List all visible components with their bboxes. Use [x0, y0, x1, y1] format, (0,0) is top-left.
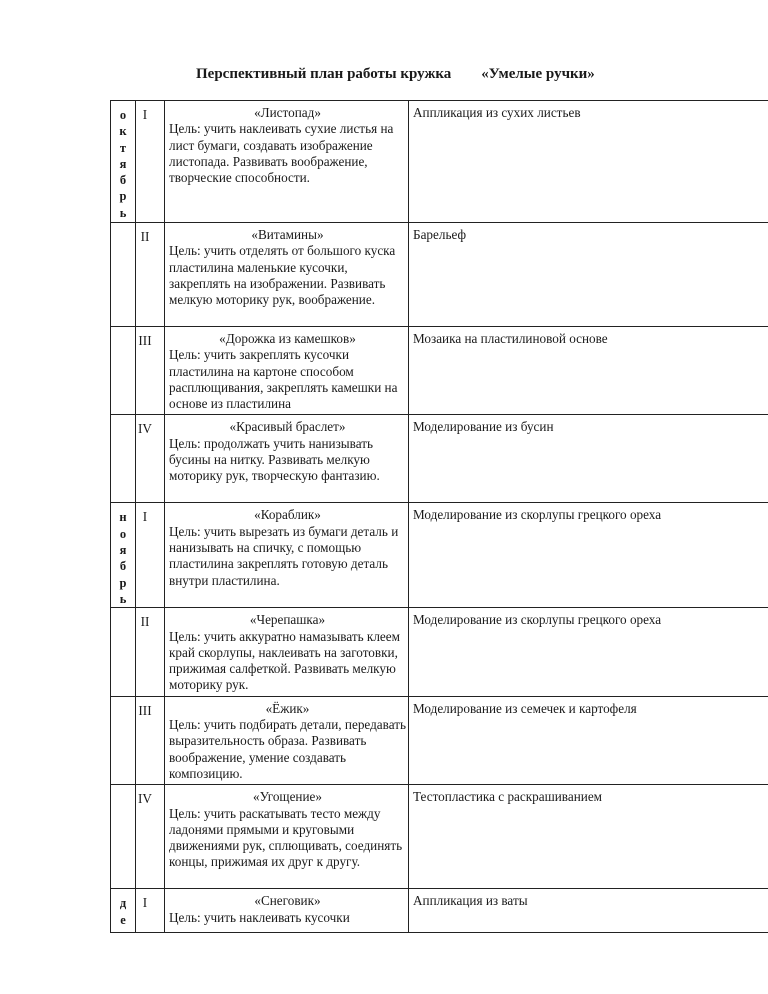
month-cell	[111, 415, 136, 503]
plan-table	[110, 100, 768, 933]
month-letter: к	[119, 124, 127, 139]
topic-title: «Снеговик»	[254, 893, 321, 909]
month-letter: ь	[119, 591, 127, 606]
activity-cell: Тестопластика с раскрашиванием	[409, 785, 768, 889]
table-row	[111, 503, 768, 608]
month-cell	[111, 327, 136, 415]
week-number: I	[136, 503, 165, 608]
topic-title: «Красивый браслет»	[229, 419, 346, 435]
week-number: IV	[136, 415, 165, 503]
month-letter: е	[120, 912, 126, 927]
topic-cell	[165, 327, 409, 415]
topic-cell	[165, 608, 409, 696]
month-letter: я	[119, 543, 127, 558]
topic-goal: Цель: учить раскатывать тесто между ладонями прямыми и круговыми движениями рук, сплющивать, соединять концы, прижимая их друг к другу.	[169, 805, 403, 870]
table-row	[111, 608, 768, 696]
topic-title: «Листопад»	[254, 105, 321, 120]
activity-cell: Аппликация из сухих листьев	[409, 101, 768, 223]
activity-cell: Моделирование из семечек и картофеля	[409, 696, 768, 784]
month-cell	[111, 608, 136, 696]
activity-cell: Моделирование из скорлупы грецкого ореха	[409, 608, 768, 696]
topic-title: «Ёжик»	[265, 700, 310, 716]
topic-goal: Цель: учить отделять от большого куска пластилина маленькие кусочки, закреплять на изображении. Развивать мелкую моторику рук, воображение.	[169, 243, 396, 308]
table-row	[111, 785, 768, 889]
topic-cell	[165, 889, 409, 933]
activity-cell: Моделирование из скорлупы грецкого ореха	[409, 503, 768, 608]
week-number: II	[136, 223, 165, 327]
topic-title: «Угощение»	[252, 789, 322, 805]
activity-cell: Моделирование из бусин	[409, 415, 768, 503]
month-letter: б	[119, 559, 127, 574]
week-number: I	[136, 889, 165, 933]
table-row	[111, 696, 768, 784]
month-letter: ь	[119, 205, 127, 220]
month-letter: н	[119, 510, 127, 525]
table-row	[111, 223, 768, 327]
week-number: III	[136, 327, 165, 415]
month-letter: д	[119, 896, 127, 911]
week-number: III	[136, 696, 165, 784]
week-number: I	[136, 101, 165, 223]
topic-title: «Витамины»	[251, 227, 324, 242]
page-title: Перспективный план работы кружка «Умелые ручки»	[196, 66, 595, 82]
month-cell	[111, 101, 136, 223]
topic-cell	[165, 101, 409, 223]
topic-cell	[165, 223, 409, 327]
month-letter: т	[119, 140, 127, 155]
activity-cell: Барельеф	[409, 223, 768, 327]
month-letter: р	[119, 575, 127, 590]
month-letter: о	[119, 108, 127, 122]
month-cell	[111, 696, 136, 784]
month-cell	[111, 785, 136, 889]
week-number: II	[136, 608, 165, 696]
activity-cell: Мозаика на пластилиновой основе	[409, 327, 768, 415]
topic-goal: Цель: учить подбирать детали, передавать выразительность образа. Развивать воображение, умение создавать композицию.	[169, 717, 406, 781]
table-row	[111, 327, 768, 415]
topic-cell	[165, 503, 409, 608]
month-letter: о	[119, 526, 127, 541]
week-number: IV	[136, 785, 165, 889]
topic-goal: Цель: учить закреплять кусочки пластилина на картоне способом расплющивания, закреплять камешки на основе из пластилина	[169, 347, 398, 412]
month-cell	[111, 503, 136, 608]
month-letter: б	[119, 173, 127, 188]
month-cell	[111, 223, 136, 327]
table-row	[111, 415, 768, 503]
topic-title: «Дорожка из камешков»	[219, 331, 356, 346]
topic-goal: Цель: учить наклеивать сухие листья на лист бумаги, создавать изображение листопада. Развивать воображение, творческие способности.	[169, 121, 394, 186]
topic-goal: Цель: учить наклеивать кусочки	[169, 909, 350, 925]
topic-cell	[165, 415, 409, 503]
topic-cell	[165, 696, 409, 784]
month-letter: я	[119, 156, 127, 171]
topic-goal: Цель: учить вырезать из бумаги деталь и нанизывать на спичку, с помощью пластилина закреплять готовую деталь внутри пластилина.	[169, 523, 399, 588]
topic-cell	[165, 785, 409, 889]
table-row	[111, 889, 768, 933]
table-row	[111, 101, 768, 223]
topic-goal: Цель: продолжать учить нанизывать бусины на нитку. Развивать мелкую моторику рук, творческую фантазию.	[169, 435, 380, 484]
month-letter: р	[119, 189, 127, 204]
month-cell	[111, 889, 136, 933]
topic-title: «Кораблик»	[254, 507, 321, 523]
topic-goal: Цель: учить аккуратно намазывать клеем край скорлупы, наклеивать на заготовки, прижимая салфеткой. Развивать мелкую моторику рук.	[169, 628, 400, 693]
activity-cell: Аппликация из ваты	[409, 889, 768, 933]
topic-title: «Черепашка»	[249, 612, 326, 628]
